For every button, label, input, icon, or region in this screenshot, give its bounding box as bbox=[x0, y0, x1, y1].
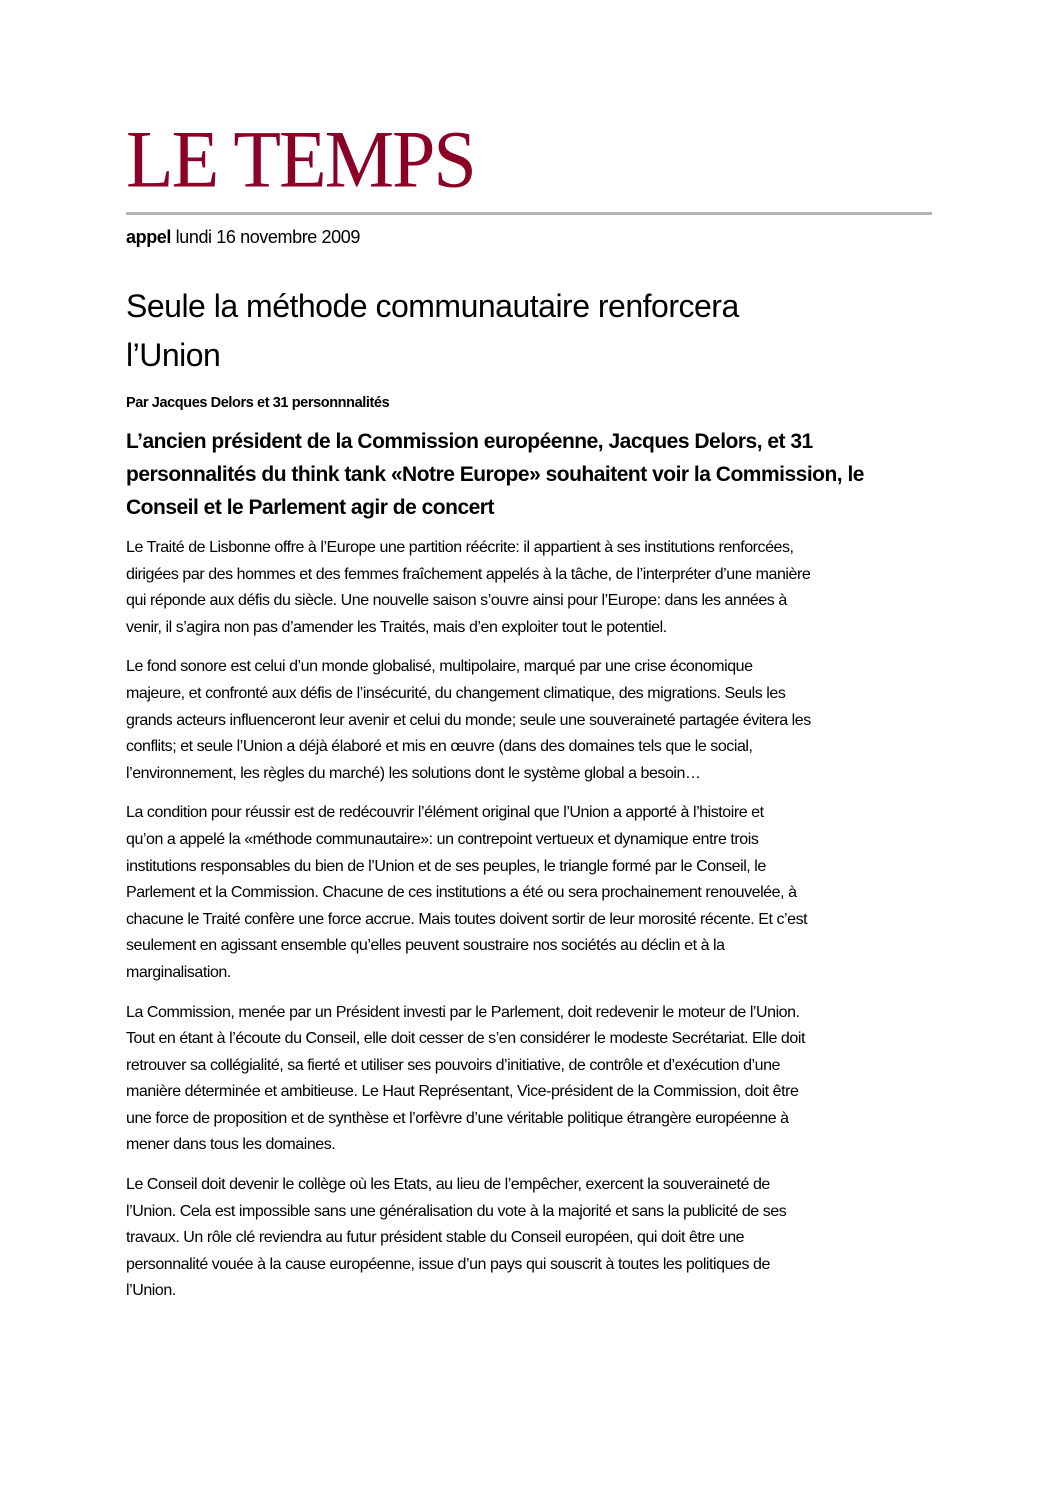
article-lead bbox=[126, 425, 864, 524]
article-body bbox=[126, 535, 811, 1318]
paragraph-line: Le Conseil doit devenir le collège où les Etats, au lieu de l’empêcher, exercent la souveraineté de bbox=[126, 1176, 770, 1194]
paragraph-line: mener dans tous les domaines. bbox=[126, 1136, 336, 1154]
body-paragraph bbox=[126, 1172, 811, 1305]
rubric: appel bbox=[126, 227, 172, 247]
headline-line: Seule la méthode communautaire renforcera bbox=[126, 288, 739, 324]
paragraph-line: personnalité vouée à la cause européenne, issue d’un pays qui souscrit à toutes les politiques de bbox=[126, 1255, 770, 1273]
lead-line: personnalités du think tank «Notre Europe» souhaitent voir la Commission, le bbox=[126, 463, 864, 486]
paragraph-line: qu’on a appelé la «méthode communautaire»: un contrepoint vertueux et dynamique entre trois bbox=[126, 830, 759, 848]
paragraph-line: Parlement et la Commission. Chacune de ces institutions a été ou sera prochainement renouvelée, à bbox=[126, 884, 797, 902]
body-paragraph bbox=[126, 654, 811, 787]
paragraph-line: Le Traité de Lisbonne offre à l’Europe une partition réécrite: il appartient à ses institutions renforcées, bbox=[126, 539, 794, 556]
paragraph-line: dirigées par des hommes et des femmes fraîchement appelés à la tâche, de l’interpréter d’une manière bbox=[126, 565, 811, 583]
paragraph-line: retrouver sa collégialité, sa fierté et utiliser ses pouvoirs d’initiative, de contrôle et d’exécution d’une bbox=[126, 1056, 780, 1074]
body-paragraph bbox=[126, 800, 811, 986]
paragraph-line: institutions responsables du bien de l’Union et de ses peuples, le triangle formé par le Conseil, le bbox=[126, 857, 766, 875]
body-paragraph bbox=[126, 535, 811, 641]
paragraph-line: marginalisation. bbox=[126, 963, 231, 981]
paragraph-line: manière déterminée et ambitieuse. Le Haut Représentant, Vice-président de la Commission, doit être bbox=[126, 1083, 799, 1101]
article-headline bbox=[126, 282, 739, 380]
publication-date: lundi 16 novembre 2009 bbox=[175, 227, 360, 247]
paragraph-line: qui réponde aux défis du siècle. Une nouvelle saison s’ouvre ainsi pour l’Europe: dans les années à bbox=[126, 592, 787, 610]
paragraph-line: travaux. Un rôle clé reviendra au futur président stable du Conseil européen, qui doit être une bbox=[126, 1229, 745, 1247]
paragraph-line: l’Union. Cela est impossible sans une généralisation du vote à la majorité et sans la publicité de ses bbox=[126, 1202, 787, 1220]
paragraph-line: l’environnement, les règles du marché) les solutions dont le système global a besoin… bbox=[126, 764, 701, 782]
paragraph-line: seulement en agissant ensemble qu’elles peuvent soustraire nos sociétés au déclin et à la bbox=[126, 937, 725, 955]
header-divider bbox=[126, 212, 932, 215]
paragraph-line: chacune le Traité confère une force accrue. Mais toutes doivent sortir de leur morosité récente. Et c’est bbox=[126, 910, 808, 928]
paragraph-line: conflits; et seule l’Union a déjà élaboré et mis en œuvre (dans des domaines tels que le social, bbox=[126, 738, 753, 756]
lead-line: Conseil et le Parlement agir de concert bbox=[126, 496, 494, 519]
paragraph-line: l’Union. bbox=[126, 1282, 176, 1300]
byline: Par Jacques Delors et 31 personnnalités bbox=[126, 395, 390, 411]
paragraph-line: venir, il s’agira non pas d’amender les Traités, mais d’en exploiter tout le potentiel. bbox=[126, 618, 667, 636]
paragraph-line: Tout en étant à l’écoute du Conseil, elle doit cesser de s’en considérer le modeste Secrétariat. Elle doit bbox=[126, 1030, 805, 1048]
paragraph-line: La condition pour réussir est de redécouvrir l’élément original que l’Union a apporté à l’histoire et bbox=[126, 804, 764, 822]
paragraph-line: La Commission, menée par un Président investi par le Parlement, doit redevenir le moteur de l’Union. bbox=[126, 1003, 800, 1021]
lead-line: L’ancien président de la Commission européenne, Jacques Delors, et 31 bbox=[126, 430, 813, 453]
headline-line: l’Union bbox=[126, 337, 221, 373]
newspaper-logo: LE TEMPS bbox=[126, 112, 475, 205]
paragraph-line: majeure, et confronté aux défis de l’insécurité, du changement climatique, des migrations. Seuls les bbox=[126, 684, 786, 702]
body-paragraph bbox=[126, 1000, 811, 1160]
paragraph-line: une force de proposition et de synthèse et l’orfèvre d’une véritable politique étrangère européenne à bbox=[126, 1109, 789, 1127]
paragraph-line: Le fond sonore est celui d’un monde globalisé, multipolaire, marqué par une crise économique bbox=[126, 658, 753, 676]
dateline bbox=[126, 227, 360, 248]
paragraph-line: grands acteurs influenceront leur avenir et celui du monde; seule une souveraineté partagée évitera les bbox=[126, 711, 811, 729]
